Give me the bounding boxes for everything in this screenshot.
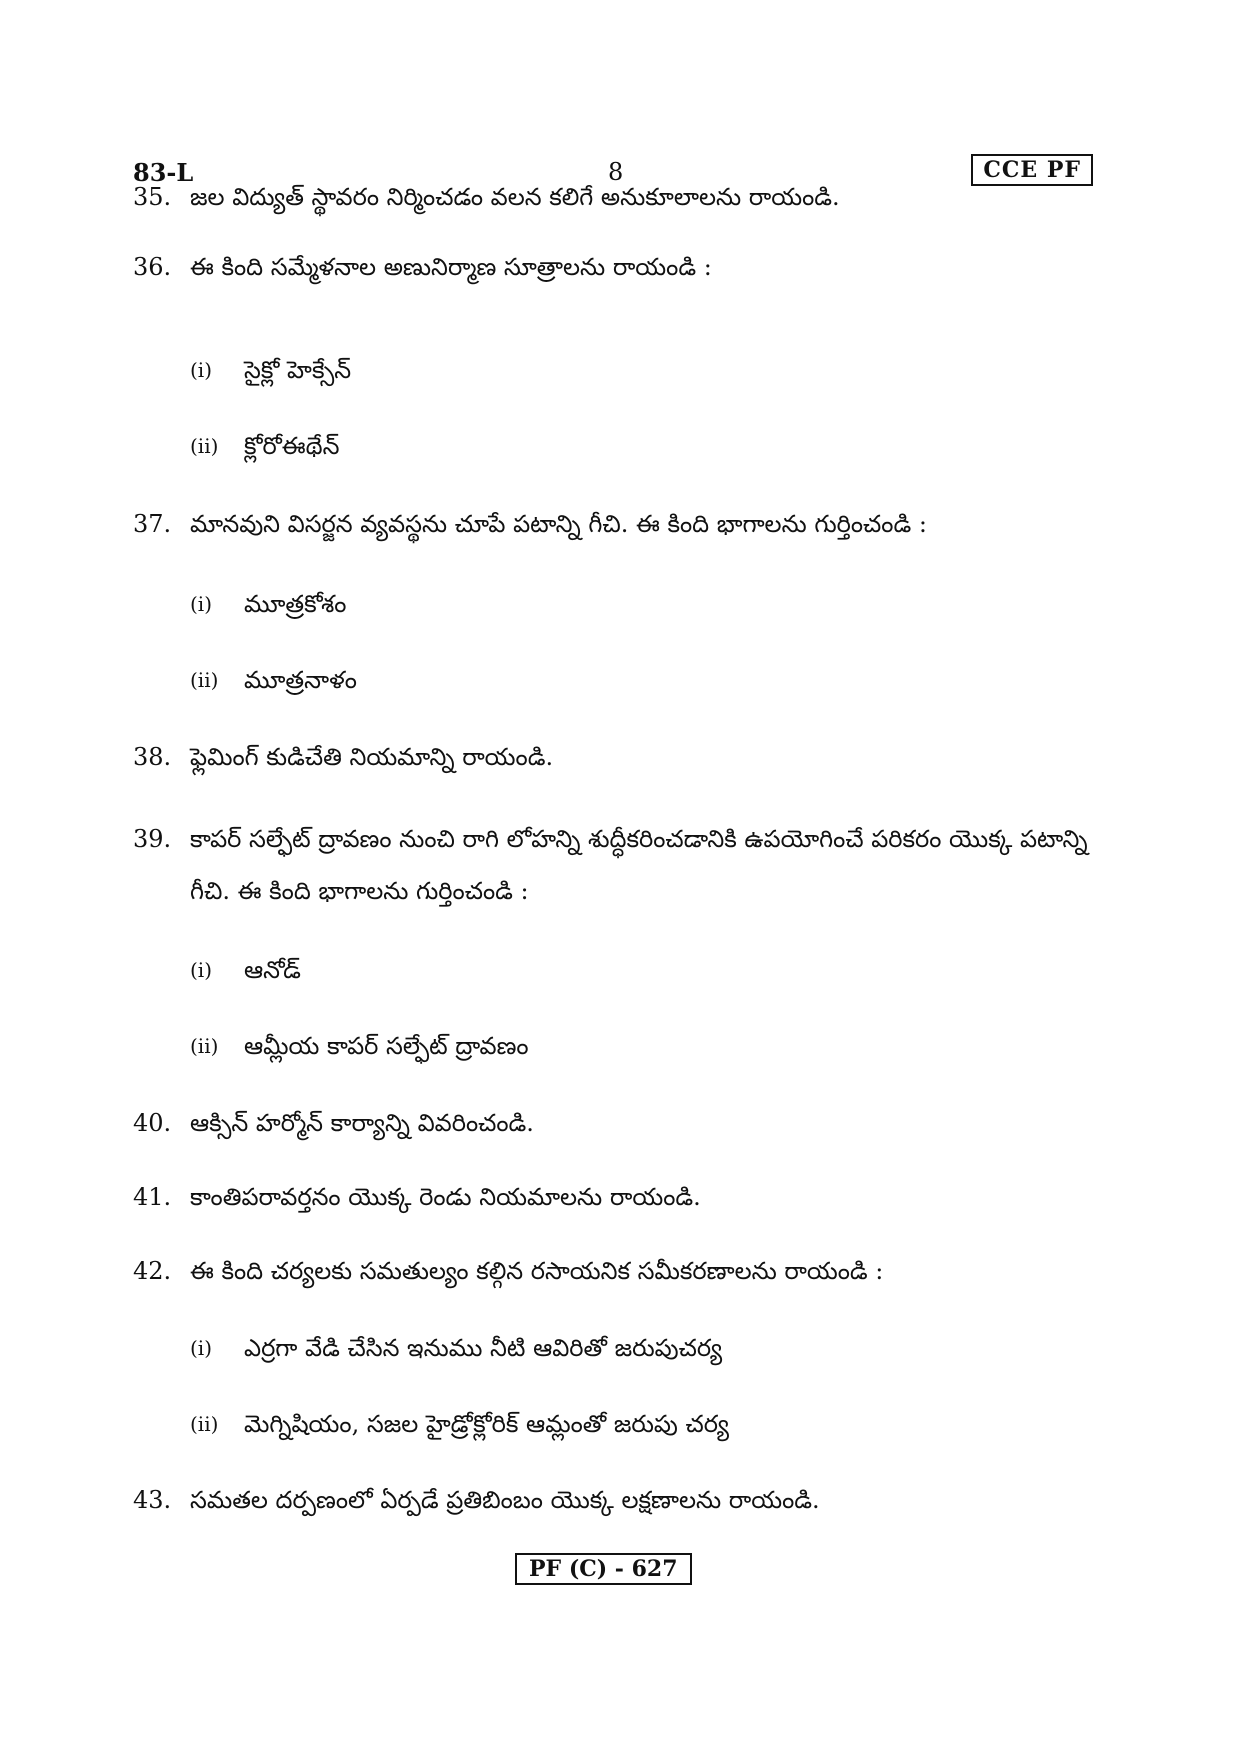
question-39-sub-i (190, 952, 1090, 988)
sub-number: (ii) (190, 1412, 219, 1436)
question-number: 42. (133, 1257, 172, 1285)
question-number: 35. (133, 183, 172, 211)
sub-text: మూత్రకోశం (244, 590, 347, 618)
question-41 (133, 1176, 1113, 1218)
question-37-sub-ii (190, 662, 1090, 698)
sub-number: (i) (190, 358, 213, 382)
page-number: 8 (608, 158, 624, 186)
question-number: 38. (133, 743, 172, 771)
question-40 (133, 1102, 1113, 1144)
question-text: ఫ్లెమింగ్ కుడిచేతి నియమాన్ని రాయండి. (190, 743, 554, 771)
question-text: మానవుని విసర్జన వ్యవస్థను చూపే పటాన్ని గీచి. ఈ కింది భాగాలను గుర్తించండి : (190, 510, 927, 538)
question-number: 36. (133, 253, 172, 281)
question-text: ఈ కింది సమ్మేళనాల అణునిర్మాణ సూత్రాలను రాయండి : (190, 253, 712, 281)
sub-text: క్లోరోఈథేన్ (244, 432, 340, 460)
question-number: 39. (133, 825, 172, 853)
series-code-box: CCE PF (971, 154, 1093, 186)
sub-text: ఆనోడ్ (244, 956, 301, 984)
question-42-sub-i (190, 1330, 1090, 1366)
question-39 (133, 813, 1113, 917)
question-37 (133, 503, 1113, 545)
sub-text: మెగ్నిషియం, సజల హైడ్రోక్లోరిక్ ఆమ్లంతో జరుపు చర్య (244, 1410, 729, 1438)
sub-number: (ii) (190, 434, 219, 458)
footer-code-box: PF (C) - 627 (515, 1553, 692, 1585)
sub-text: ఆమ్లీయ కాపర్ సల్ఫేట్ ద్రావణం (244, 1032, 529, 1060)
question-text: కాపర్ సల్ఫేట్ ద్రావణం నుంచి రాగి లోహన్ని శుద్ధీకరించడానికి ఉపయోగించే పరికరం యొక్క పటాన్ని గీచి. ఈ కింది భాగాలను గుర్తించండి : (190, 825, 1088, 905)
sub-text: సైక్లో హెక్సేన్ (244, 356, 352, 384)
sub-number: (i) (190, 958, 213, 982)
question-37-sub-i (190, 586, 1090, 622)
question-43 (133, 1479, 1113, 1521)
question-36-sub-i (190, 352, 1090, 388)
question-42-sub-ii (190, 1406, 1090, 1442)
question-36-sub-ii (190, 428, 1090, 464)
sub-text: మూత్రనాళం (244, 666, 357, 694)
question-number: 37. (133, 510, 172, 538)
question-text: ఈ కింది చర్యలకు సమతుల్యం కల్గిన రసాయనిక సమీకరణాలను రాయండి : (190, 1257, 884, 1285)
question-number: 40. (133, 1109, 172, 1137)
sub-number: (i) (190, 592, 213, 616)
question-text: సమతల దర్పణంలో ఏర్పడే ప్రతిబింబం యొక్క లక్షణాలను రాయండి. (190, 1486, 820, 1514)
sub-number: (i) (190, 1336, 213, 1360)
question-42 (133, 1250, 1113, 1292)
question-36 (133, 246, 1113, 288)
question-38 (133, 736, 1113, 778)
question-39-sub-ii (190, 1028, 1090, 1064)
question-number: 41. (133, 1183, 172, 1211)
question-number: 43. (133, 1486, 172, 1514)
sub-number: (ii) (190, 1034, 219, 1058)
question-text: జల విద్యుత్ స్థావరం నిర్మించడం వలన కలిగే అనుకూలాలను రాయండి. (190, 183, 840, 211)
question-text: ఆక్సిన్ హర్మోన్ కార్యాన్ని వివరించండి. (190, 1109, 534, 1137)
paper-code: 83-L (133, 158, 194, 187)
question-text: కాంతిపరావర్తనం యొక్క రెండు నియమాలను రాయండి. (190, 1183, 701, 1211)
sub-text: ఎర్రగా వేడి చేసిన ఇనుము నీటి ఆవిరితో జరుపుచర్య (244, 1334, 723, 1362)
sub-number: (ii) (190, 668, 219, 692)
question-35 (133, 176, 1113, 218)
